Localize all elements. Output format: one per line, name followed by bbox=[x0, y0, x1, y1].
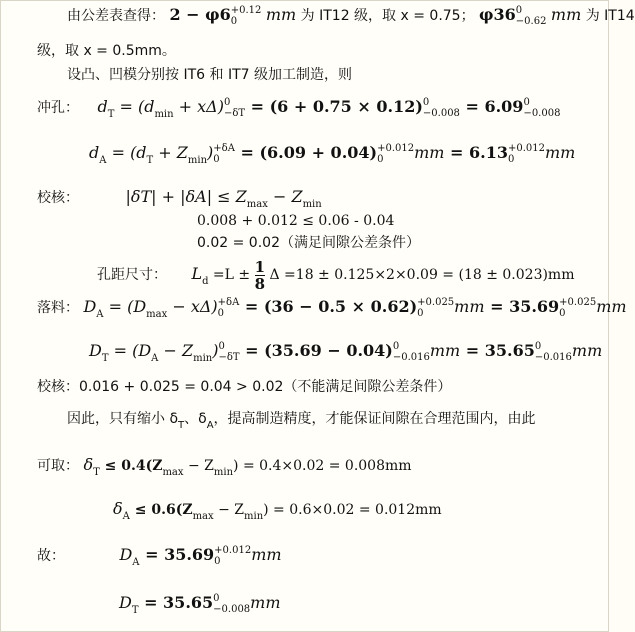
take-eq2-part: ≤ 0.6(Z bbox=[129, 502, 193, 518]
dimension-1-lower: 0 bbox=[230, 16, 238, 27]
punch-tol-1-lower: −δT bbox=[223, 108, 246, 119]
blank-tol-2 bbox=[417, 297, 454, 319]
punch-eq2-tol-1-lower: 0 bbox=[213, 154, 220, 165]
blank-dt: D bbox=[89, 341, 102, 360]
check1-line-1 bbox=[37, 187, 322, 210]
punch-label: 冲孔： bbox=[37, 100, 79, 116]
check2-line bbox=[37, 377, 451, 397]
punch-eq2-unit-2: mm bbox=[544, 143, 576, 162]
result-dt-unit: mm bbox=[250, 593, 281, 612]
blank-dt-sub: T bbox=[101, 353, 109, 364]
check1-min-sub: min bbox=[302, 199, 322, 210]
blank-eq-part: = (D bbox=[103, 297, 147, 316]
result-da-unit: mm bbox=[251, 545, 282, 564]
punch-da-sub: A bbox=[99, 155, 107, 166]
blank-eq2-part: = (D bbox=[108, 341, 152, 360]
take-eq2-max: max bbox=[192, 511, 214, 522]
result-da-value: = 35.69 bbox=[139, 545, 215, 564]
punch-tol-3-lower: −0.008 bbox=[523, 108, 561, 119]
dimension-1: 2 − φ6 bbox=[169, 5, 231, 24]
punch-eq2-tol-3 bbox=[508, 143, 545, 165]
blank-eq2-tol-2 bbox=[393, 341, 430, 363]
take-line-1 bbox=[37, 455, 412, 478]
dimension-2-upper: 0 bbox=[515, 5, 523, 16]
punch-tol-1-upper: 0 bbox=[223, 97, 231, 108]
punch-eq2-part: = (d bbox=[106, 143, 147, 162]
pitch-eq: =L ± bbox=[208, 267, 251, 283]
punch-eq2-paren: ) bbox=[207, 143, 214, 162]
pitch-fraction-den: 8 bbox=[254, 274, 266, 293]
conclusion-text-1: 因此，只有缩小 δ bbox=[67, 411, 179, 427]
blank-tol-2-lower: 0 bbox=[417, 308, 424, 319]
blank-eq2-unit: mm bbox=[429, 341, 461, 360]
pitch-fraction-num: 1 bbox=[254, 257, 266, 276]
take-eq1-max: max bbox=[162, 467, 184, 478]
punch-line-2 bbox=[89, 143, 575, 166]
take-eq1-part: ≤ 0.4(Z bbox=[99, 458, 163, 474]
result-label: 故： bbox=[37, 548, 65, 564]
punch-eq2-tol-2-upper: +0.012 bbox=[377, 143, 415, 154]
take-eq1-min: min bbox=[213, 467, 234, 478]
blank-unit-1: mm bbox=[454, 297, 485, 316]
punch-eq2-sub-t: T bbox=[146, 155, 154, 166]
blank-result-1: = 35.69 bbox=[484, 297, 560, 316]
blank-eq2-tol-2-upper: 0 bbox=[392, 341, 400, 352]
result-da-tol-upper: +0.012 bbox=[214, 545, 252, 556]
result-dt: D bbox=[119, 593, 132, 612]
intro-line-1 bbox=[67, 5, 635, 27]
punch-eq2-sub-min: min bbox=[187, 155, 208, 166]
take-eq2-mid: − Z bbox=[213, 502, 245, 518]
dimension-1-upper: +0.12 bbox=[230, 5, 262, 16]
blank-eq2-tol-1 bbox=[218, 341, 239, 363]
blank-line-2 bbox=[89, 341, 602, 364]
punch-eq2-unit: mm bbox=[414, 143, 445, 162]
blank-da: D bbox=[83, 297, 97, 316]
blank-eq2-tol-1-upper: 0 bbox=[218, 341, 225, 352]
unit-mm-1: mm bbox=[265, 5, 297, 24]
blank-eq2-tol-3-upper: 0 bbox=[534, 341, 542, 352]
blank-tol-2-upper: +0.025 bbox=[417, 297, 455, 308]
blank-eq2-sub-min: min bbox=[193, 353, 213, 364]
punch-eq2-tol-2-lower: 0 bbox=[377, 154, 384, 165]
blank-eq2-sub-a: A bbox=[151, 353, 159, 364]
take-eq2-min: min bbox=[244, 511, 264, 522]
blank-eq-part-3: = (36 − 0.5 × 0.62) bbox=[239, 297, 418, 316]
blank-tol-3-lower: 0 bbox=[559, 308, 566, 319]
blank-eq2-unit-2: mm bbox=[571, 341, 603, 360]
check1-eq-mid: − Z bbox=[267, 187, 303, 206]
unit-mm-2: mm bbox=[550, 5, 582, 24]
punch-da: d bbox=[89, 143, 100, 162]
conclusion-text-2: 、δ bbox=[184, 411, 207, 427]
blank-tol-3-upper: +0.025 bbox=[559, 297, 597, 308]
punch-result-2: = 6.13 bbox=[444, 143, 508, 162]
blank-eq2-paren: ) bbox=[212, 341, 219, 360]
blank-label: 落料： bbox=[37, 300, 79, 316]
punch-eq2-part-3: = (6.09 + 0.04) bbox=[234, 143, 378, 162]
punch-min-sub: min bbox=[154, 109, 174, 120]
take-label: 可取： bbox=[37, 458, 79, 474]
pitch-fraction bbox=[255, 259, 265, 292]
dimension-2-tolerance bbox=[516, 5, 547, 27]
result-line-1 bbox=[37, 545, 282, 568]
punch-dt-sub: T bbox=[107, 109, 115, 120]
intro-line-2: 级，取 x = 0.5mm。 bbox=[37, 43, 176, 59]
punch-tol-3-upper: 0 bbox=[523, 97, 530, 108]
punch-eq2-tol-3-upper: +0.012 bbox=[507, 143, 545, 154]
pitch-ld-sub: d bbox=[202, 276, 209, 287]
pitch-ld: L bbox=[191, 264, 203, 283]
result-line-2 bbox=[119, 593, 281, 616]
pitch-line bbox=[97, 257, 575, 294]
blank-eq2-tol-3 bbox=[535, 341, 572, 363]
take-eq1-mid: − Z bbox=[183, 458, 214, 474]
blank-eq2-tol-1-lower: −δT bbox=[218, 352, 240, 363]
check1-max-sub: max bbox=[246, 199, 268, 210]
blank-da-sub: A bbox=[96, 309, 104, 320]
dimension-2-lower: −0.62 bbox=[515, 16, 547, 27]
blank-eq2-part-3: = (35.69 − 0.04) bbox=[239, 341, 393, 360]
blank-tol-1-upper: +δA bbox=[217, 297, 240, 308]
result-da: D bbox=[119, 545, 133, 564]
check1-eq: |δT| + |δA| ≤ Z bbox=[125, 187, 247, 206]
take-delta-t: δ bbox=[83, 455, 94, 474]
punch-eq2-part-2: + Z bbox=[153, 143, 188, 162]
punch-line-1 bbox=[37, 97, 560, 120]
conclusion-sub-t: T bbox=[178, 420, 185, 431]
result-dt-tol bbox=[213, 593, 250, 615]
pitch-label: 孔距尺寸： bbox=[97, 267, 167, 283]
conclusion-line bbox=[67, 409, 536, 431]
take-delta-t-sub: T bbox=[93, 467, 100, 478]
punch-dt: d bbox=[97, 97, 108, 116]
result-dt-tol-lower: −0.008 bbox=[213, 604, 251, 615]
punch-tol-2 bbox=[423, 97, 460, 119]
result-dt-tol-upper: 0 bbox=[213, 593, 220, 604]
result-da-tol bbox=[214, 545, 251, 567]
blank-unit-2: mm bbox=[596, 297, 627, 316]
conclusion-text-3: ，提高制造精度，才能保证间隙在合理范围内，由此 bbox=[213, 411, 536, 427]
intro-text-1: 由公差表查得： bbox=[67, 8, 165, 24]
punch-tol-2-lower: −0.008 bbox=[422, 108, 460, 119]
check2-text: 0.016 + 0.025 = 0.04 > 0.02（不能满足间隙公差条件） bbox=[79, 379, 452, 395]
blank-max-sub: max bbox=[146, 309, 168, 320]
punch-tol-2-upper: 0 bbox=[422, 97, 430, 108]
punch-tol-3 bbox=[523, 97, 560, 119]
check1-label: 校核： bbox=[37, 190, 79, 206]
blank-tol-1 bbox=[218, 297, 240, 319]
blank-eq2-tol-3-lower: −0.016 bbox=[534, 352, 572, 363]
punch-eq2-tol-1 bbox=[213, 143, 235, 165]
result-da-sub: A bbox=[132, 557, 140, 568]
punch-eq-part: = (d bbox=[114, 97, 155, 116]
blank-result-2: = 35.65 bbox=[460, 341, 535, 360]
blank-eq2-part-2: − Z bbox=[158, 341, 194, 360]
pitch-rest: Δ =18 ± 0.125×2×0.09 = (18 ± 0.023)mm bbox=[269, 267, 575, 283]
punch-eq-part-3: = (6 + 0.75 × 0.12) bbox=[245, 97, 423, 116]
blank-eq-part-2: − xΔ) bbox=[167, 297, 218, 316]
intro-text-3: 为 IT14 bbox=[585, 8, 635, 24]
intro-text-2: 为 IT12 级，取 x = 0.75； bbox=[300, 8, 475, 24]
intro-line-3: 设凸、凹模分别按 IT6 和 IT7 级加工制造，则 bbox=[67, 67, 352, 83]
blank-tol-1-lower: 0 bbox=[217, 308, 225, 319]
take-eq2-rest: ) = 0.6×0.02 = 0.012mm bbox=[263, 502, 442, 518]
punch-eq2-tol-1-upper: +δA bbox=[213, 143, 235, 154]
take-delta-a: δ bbox=[113, 499, 123, 518]
punch-tol-1 bbox=[224, 97, 245, 119]
blank-tol-3 bbox=[559, 297, 596, 319]
take-eq1-rest: ) = 0.4×0.02 = 0.008mm bbox=[233, 458, 412, 474]
check1-line-2: 0.008 + 0.012 ≤ 0.06 - 0.04 bbox=[197, 213, 395, 229]
result-dt-value: = 35.65 bbox=[138, 593, 214, 612]
dimension-2: φ36 bbox=[479, 5, 516, 24]
result-dt-sub: T bbox=[131, 605, 139, 616]
result-da-tol-lower: 0 bbox=[214, 556, 221, 567]
check1-line-3: 0.02 = 0.02（满足间隙公差条件） bbox=[197, 235, 420, 251]
check2-label: 校核： bbox=[37, 379, 79, 395]
punch-eq-part-2: + xΔ) bbox=[173, 97, 224, 116]
take-delta-a-sub: A bbox=[122, 511, 130, 522]
dimension-1-tolerance bbox=[231, 5, 262, 27]
blank-eq2-tol-2-lower: −0.016 bbox=[392, 352, 430, 363]
punch-eq2-tol-2 bbox=[377, 143, 414, 165]
take-line-2 bbox=[113, 499, 442, 522]
punch-eq2-tol-3-lower: 0 bbox=[507, 154, 515, 165]
punch-result-1: = 6.09 bbox=[459, 97, 524, 116]
conclusion-sub-a: A bbox=[206, 420, 214, 431]
blank-line-1 bbox=[37, 297, 627, 320]
